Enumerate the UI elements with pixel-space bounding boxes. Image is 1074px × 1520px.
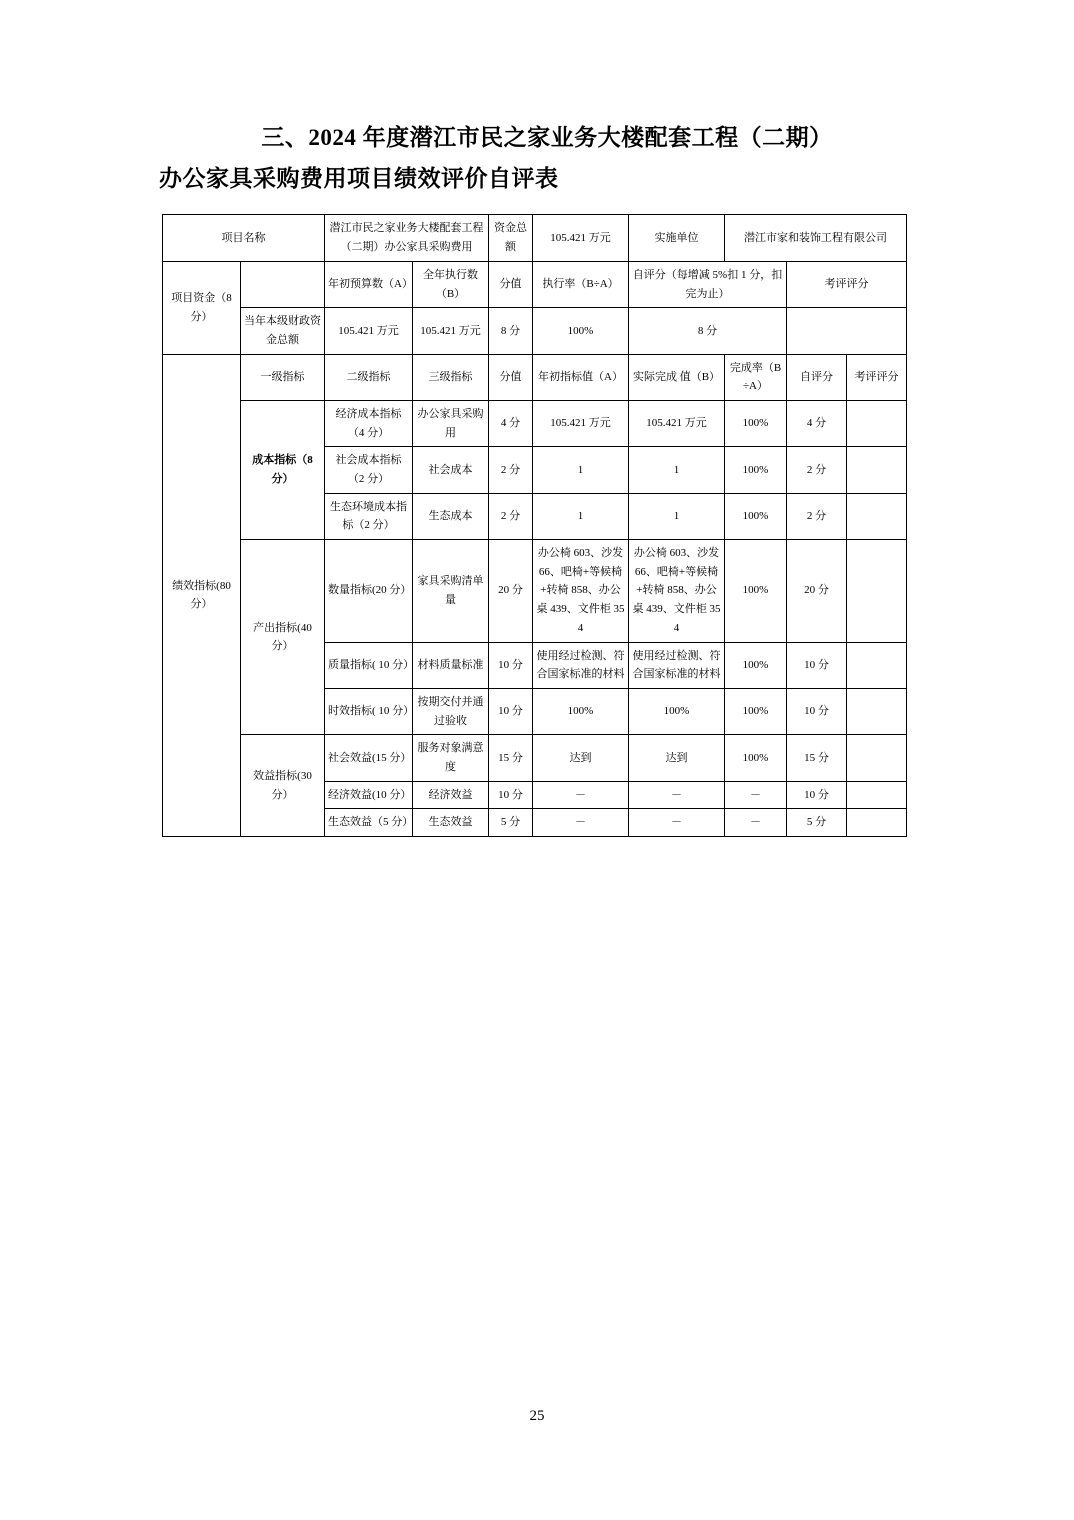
cell-rate: 100%	[725, 735, 787, 781]
cell-score: 10 分	[489, 642, 533, 688]
cell-head-target: 年初指标值（A）	[533, 354, 629, 400]
cell-col-review-score: 考评评分	[787, 261, 907, 307]
cell-level2: 生态环境成本指标（2 分）	[325, 493, 413, 539]
cell-fund-total-label: 资金总额	[489, 215, 533, 261]
cell-level2: 时效指标( 10 分）	[325, 688, 413, 734]
cell-level2: 质量指标( 10 分）	[325, 642, 413, 688]
cell-col-exec: 全年执行数（B）	[413, 261, 489, 307]
cell-rate: 100%	[725, 400, 787, 446]
cell-self: 20 分	[787, 540, 847, 642]
cell-rate: 100%	[725, 540, 787, 642]
cell-review	[847, 447, 907, 493]
cell-level3: 材料质量标准	[413, 642, 489, 688]
cell-actual: 1	[629, 493, 725, 539]
performance-evaluation-table	[162, 214, 907, 837]
cell-head-level3: 三级指标	[413, 354, 489, 400]
cell-head-self: 自评分	[787, 354, 847, 400]
cell-actual: 办公椅 603、沙发 66、吧椅+等候椅+转椅 858、办公桌 439、文件柜 354	[629, 540, 725, 642]
cell-unit-value: 潜江市家和装饰工程有限公司	[725, 215, 907, 261]
cell-fund-row-label: 当年本级财政资金总额	[241, 308, 325, 354]
cell-self: 10 分	[787, 642, 847, 688]
cell-rate: 100%	[725, 493, 787, 539]
cell-col-budget: 年初预算数（A）	[325, 261, 413, 307]
title-block	[0, 0, 1074, 200]
cell-col-rate: 执行率（B÷A）	[533, 261, 629, 307]
cell-level1-cost: 成本指标（8 分）	[241, 400, 325, 539]
cell-fund-self: 8 分	[629, 308, 787, 354]
cell-level3: 生态成本	[413, 493, 489, 539]
cell-review	[847, 493, 907, 539]
table-row	[163, 540, 907, 642]
cell-level3: 生态效益	[413, 809, 489, 837]
cell-self: 10 分	[787, 688, 847, 734]
cell-actual: 使用经过检测、符合国家标准的材料	[629, 642, 725, 688]
table-row	[163, 735, 907, 781]
cell-level2: 社会成本指标（2 分）	[325, 447, 413, 493]
cell-actual: 1	[629, 447, 725, 493]
cell-rate: 100%	[725, 642, 787, 688]
cell-target: 105.421 万元	[533, 400, 629, 446]
cell-review	[847, 809, 907, 837]
cell-col-self-score: 自评分（每增减 5%扣 1 分，扣完为止）	[629, 261, 787, 307]
cell-review	[847, 781, 907, 809]
cell-review	[847, 735, 907, 781]
cell-level1-benefit: 效益指标(30 分）	[241, 735, 325, 837]
cell-level3: 经济效益	[413, 781, 489, 809]
cell-level3: 按期交付并通过验收	[413, 688, 489, 734]
cell-fund-header-blank	[241, 261, 325, 307]
cell-project-label: 项目名称	[163, 215, 325, 261]
cell-review	[847, 540, 907, 642]
cell-fund-budget: 105.421 万元	[325, 308, 413, 354]
table-row	[163, 400, 907, 446]
cell-level3: 服务对象满意度	[413, 735, 489, 781]
cell-target: －	[533, 809, 629, 837]
cell-fund-group-label: 项目资金（8分）	[163, 261, 241, 354]
cell-self: 5 分	[787, 809, 847, 837]
cell-score: 15 分	[489, 735, 533, 781]
cell-rate: －	[725, 809, 787, 837]
cell-actual: 达到	[629, 735, 725, 781]
cell-review	[847, 642, 907, 688]
cell-target: 使用经过检测、符合国家标准的材料	[533, 642, 629, 688]
cell-score: 4 分	[489, 400, 533, 446]
cell-target: －	[533, 781, 629, 809]
cell-self: 2 分	[787, 447, 847, 493]
table-row-fund-values	[163, 308, 907, 354]
cell-fund-total-value: 105.421 万元	[533, 215, 629, 261]
cell-target: 达到	[533, 735, 629, 781]
cell-level3: 办公家具采购用	[413, 400, 489, 446]
cell-level2: 社会效益(15 分）	[325, 735, 413, 781]
cell-rate: －	[725, 781, 787, 809]
cell-actual: －	[629, 781, 725, 809]
cell-actual: 105.421 万元	[629, 400, 725, 446]
cell-head-review: 考评评分	[847, 354, 907, 400]
cell-head-level1: 一级指标	[241, 354, 325, 400]
page-title-line-1: 三、2024 年度潜江市民之家业务大楼配套工程（二期）	[261, 125, 833, 150]
table-row-indicator-header	[163, 354, 907, 400]
page-title-line-2: 办公家具采购费用项目绩效评价自评表	[159, 165, 559, 191]
cell-col-score: 分值	[489, 261, 533, 307]
cell-fund-exec: 105.421 万元	[413, 308, 489, 354]
cell-level2: 经济成本指标（4 分）	[325, 400, 413, 446]
page-number: 25	[529, 1408, 545, 1424]
cell-target: 1	[533, 447, 629, 493]
cell-target: 100%	[533, 688, 629, 734]
table-row-project-name	[163, 215, 907, 261]
cell-score: 2 分	[489, 447, 533, 493]
cell-unit-label: 实施单位	[629, 215, 725, 261]
cell-performance-group-label: 绩效指标(80 分）	[163, 354, 241, 836]
cell-fund-score: 8 分	[489, 308, 533, 354]
cell-level1-output: 产出指标(40 分）	[241, 540, 325, 735]
cell-rate: 100%	[725, 447, 787, 493]
cell-actual: －	[629, 809, 725, 837]
cell-fund-rate: 100%	[533, 308, 629, 354]
cell-review	[847, 400, 907, 446]
cell-score: 10 分	[489, 781, 533, 809]
cell-level3: 家具采购清单量	[413, 540, 489, 642]
cell-fund-review	[787, 308, 907, 354]
cell-level3: 社会成本	[413, 447, 489, 493]
cell-head-actual: 实际完成 值（B）	[629, 354, 725, 400]
cell-level2: 经济效益(10 分）	[325, 781, 413, 809]
cell-actual: 100%	[629, 688, 725, 734]
cell-project-name: 潜江市民之家业务大楼配套工程（二期）办公家具采购费用	[325, 215, 489, 261]
cell-level2: 数量指标(20 分）	[325, 540, 413, 642]
cell-review	[847, 688, 907, 734]
cell-head-score: 分值	[489, 354, 533, 400]
cell-score: 20 分	[489, 540, 533, 642]
cell-self: 10 分	[787, 781, 847, 809]
table-row-fund-header	[163, 261, 907, 307]
cell-head-rate: 完成率（B÷A）	[725, 354, 787, 400]
cell-level2: 生态效益（5 分）	[325, 809, 413, 837]
cell-score: 2 分	[489, 493, 533, 539]
cell-score: 10 分	[489, 688, 533, 734]
cell-target: 1	[533, 493, 629, 539]
cell-self: 15 分	[787, 735, 847, 781]
cell-target: 办公椅 603、沙发 66、吧椅+等候椅+转椅 858、办公桌 439、文件柜 354	[533, 540, 629, 642]
cell-score: 5 分	[489, 809, 533, 837]
cell-head-level2: 二级指标	[325, 354, 413, 400]
cell-rate: 100%	[725, 688, 787, 734]
cell-self: 4 分	[787, 400, 847, 446]
cell-self: 2 分	[787, 493, 847, 539]
